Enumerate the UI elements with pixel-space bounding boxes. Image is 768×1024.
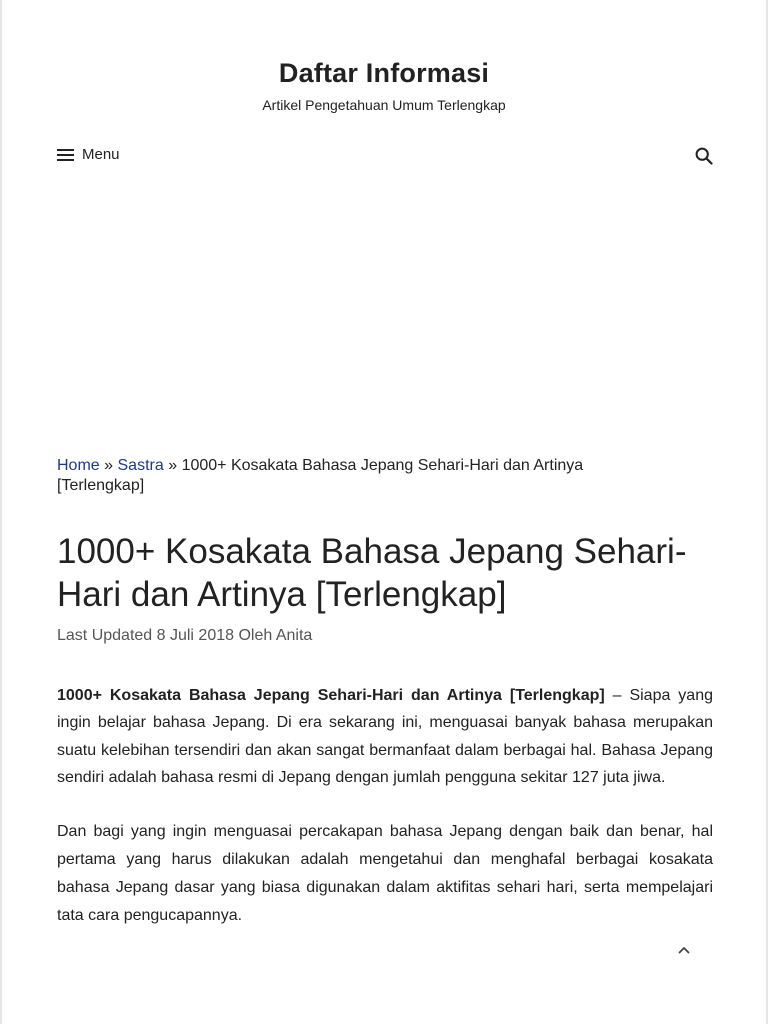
- site-tagline: Artikel Pengetahuan Umum Terlengkap: [262, 97, 506, 113]
- post-content: [57, 682, 713, 930]
- main-navigation: [57, 146, 713, 170]
- breadcrumb-category-link[interactable]: Sastra: [117, 457, 164, 474]
- chevron-up-icon: [673, 939, 695, 961]
- advertisement-space: [57, 190, 713, 440]
- intro-bold-text: 1000+ Kosakata Bahasa Jepang Sehari-Hari dan Artinya [Terlengkap]: [57, 687, 605, 704]
- body-paragraph: Dan bagi yang ingin menguasai percakapan bahasa Jepang dengan baik dan benar, hal pertama yang harus dilakukan adalah mengetahui dan menghafal berbagai kosakata bahasa Jepang dasar yang biasa digunakan dalam aktifitas sehari hari, serta mempelajari tata cara pengucapannya.: [57, 823, 713, 925]
- breadcrumb-current: 1000+ Kosakata Bahasa Jepang Sehari-Hari dan Artinya [Terlengkap]: [57, 457, 584, 494]
- breadcrumb: [57, 456, 657, 496]
- page-edge-left: [0, 0, 2, 1024]
- menu-label: Menu: [82, 146, 120, 163]
- post-meta: Last Updated 8 Juli 2018 Oleh Anita: [57, 627, 313, 644]
- site-header: [0, 58, 768, 113]
- breadcrumb-home-link[interactable]: Home: [57, 457, 100, 474]
- menu-toggle-button[interactable]: [57, 146, 120, 163]
- search-button[interactable]: [695, 147, 713, 170]
- post-title: 1000+ Kosakata Bahasa Jepang Sehari-Hari dan Artinya [Terlengkap]: [57, 532, 687, 614]
- breadcrumb-separator: »: [104, 457, 114, 474]
- intro-text: – Siapa yang ingin belajar bahasa Jepang. Di era sekarang ini, menguasai banyak bahasa merupakan suatu kelebihan tersendiri dan akan sangat bermanfaat dalam berbagai hal. Bahasa Jepang sendiri adalah bahasa resmi di Jepang dengan jumlah pengguna sekitar 127 juta jiwa.: [57, 687, 714, 786]
- hamburger-icon: [57, 148, 74, 162]
- site-title[interactable]: Daftar Informasi: [278, 58, 490, 88]
- intro-paragraph: [57, 682, 713, 791]
- scroll-to-top-button[interactable]: [673, 939, 695, 961]
- search-icon: [695, 147, 713, 165]
- breadcrumb-separator: »: [168, 457, 178, 474]
